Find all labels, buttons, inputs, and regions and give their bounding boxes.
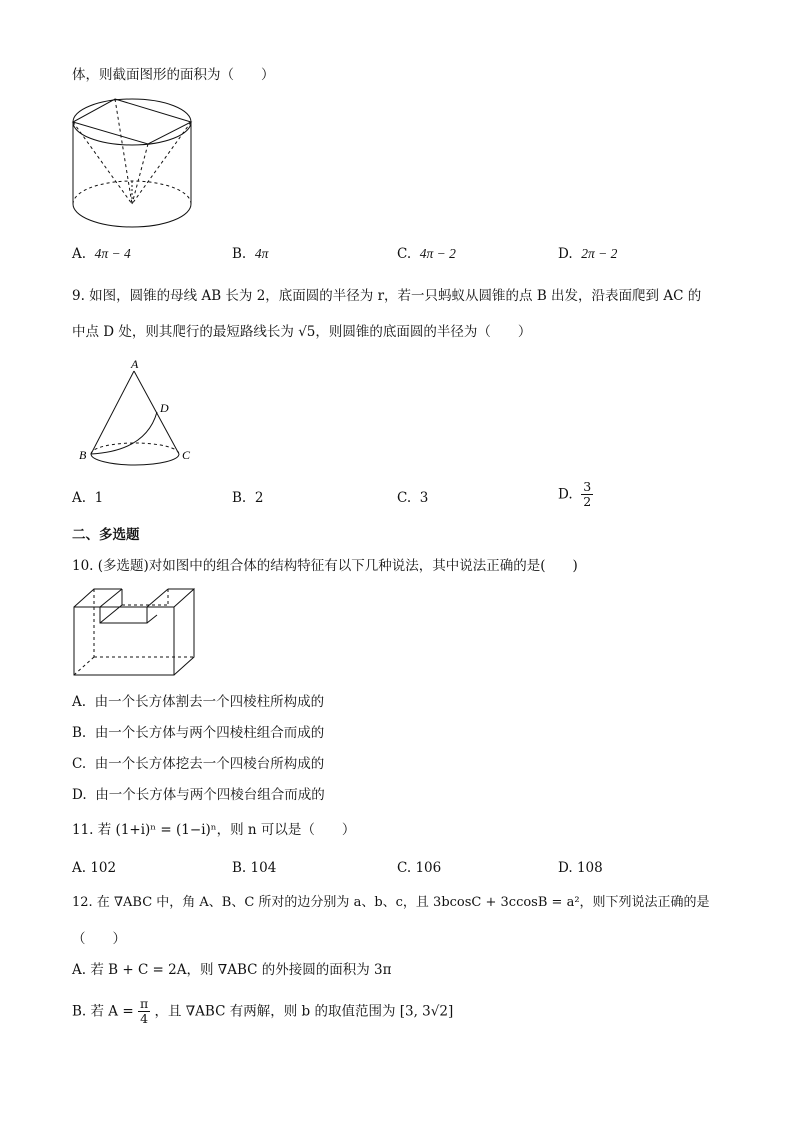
q11-option-d: D. 108 [558,860,603,876]
q9-option-d-fraction: $\frac{3}{2}$ [583,479,592,509]
q12-stem-line2: （ ） [72,931,126,947]
q9-stem-line1: 9. 如图，圆锥的母线 AB 长为 2，底面圆的半径为 r，若一只蚂蚁从圆锥的点 B 出发，沿表面爬到 AC 的 [72,288,702,304]
q10-option-c: C. 由一个长方体挖去一个四棱台所构成的 [72,756,325,772]
q9-cone-figure [76,356,206,466]
q8-cylinder-figure [70,92,200,232]
q9-label-d: D [160,401,169,415]
q8-option-b: B. 4π [232,246,269,262]
q12-stem-line1: 12. 在 ∇ABC 中，角 A、B、C 所对的边分别为 a、b、c，且 3bcosC + 3ccosB = a²，则下列说法正确的是 [72,895,710,910]
q10-option-d: D. 由一个长方体与两个四棱台组合而成的 [72,787,325,803]
q9-stem-line2: 中点 D 处，则其爬行的最短路线长为 √5，则圆锥的底面圆的半径为（ ） [72,324,532,340]
q10-solid-figure [72,585,202,680]
q10-option-a: A. 由一个长方体割去一个四棱柱所构成的 [72,694,325,710]
q9-option-d: D. $\frac{3}{2}$ [558,479,592,509]
q9-label-a: A [131,357,139,371]
section-title-multiple-choice: 二、多选题 [72,527,140,543]
q12-option-b-fraction: $\frac{\pi}{4}$ [139,996,149,1026]
q12-option-b: B. 若 A = $\frac{\pi}{4}$ ，且 ∇ABC 有两解，则 b 的取值范围为 [3, 3√2] [72,996,454,1026]
q8-option-c: C. 4π − 2 [397,246,456,262]
q9-label-b: B [79,448,87,462]
q9-option-a: A. 1 [72,490,104,506]
q9-label-c: C [182,448,191,462]
q9-option-c: C. 3 [397,490,429,506]
q11-option-c: C. 106 [397,860,442,876]
q8-option-d: D. 2π − 2 [558,246,618,262]
q12-option-a: A. 若 B + C = 2A，则 ∇ABC 的外接圆的面积为 3π [72,962,392,978]
q8-stem-tail: 体，则截面图形的面积为（ ） [72,67,275,83]
q11-option-a: A. 102 [72,860,117,876]
q10-option-b: B. 由一个长方体与两个四棱柱组合而成的 [72,725,325,741]
q8-option-a: A. 4π − 4 [72,246,131,262]
q11-option-b: B. 104 [232,860,277,876]
q11-stem: 11. 若 (1+i)ⁿ = (1−i)ⁿ，则 n 可以是（ ） [72,822,356,838]
q9-option-b: B. 2 [232,490,264,506]
q10-stem: 10. (多选题)对如图中的组合体的结构特征有以下几种说法，其中说法正确的是( ) [72,558,578,574]
